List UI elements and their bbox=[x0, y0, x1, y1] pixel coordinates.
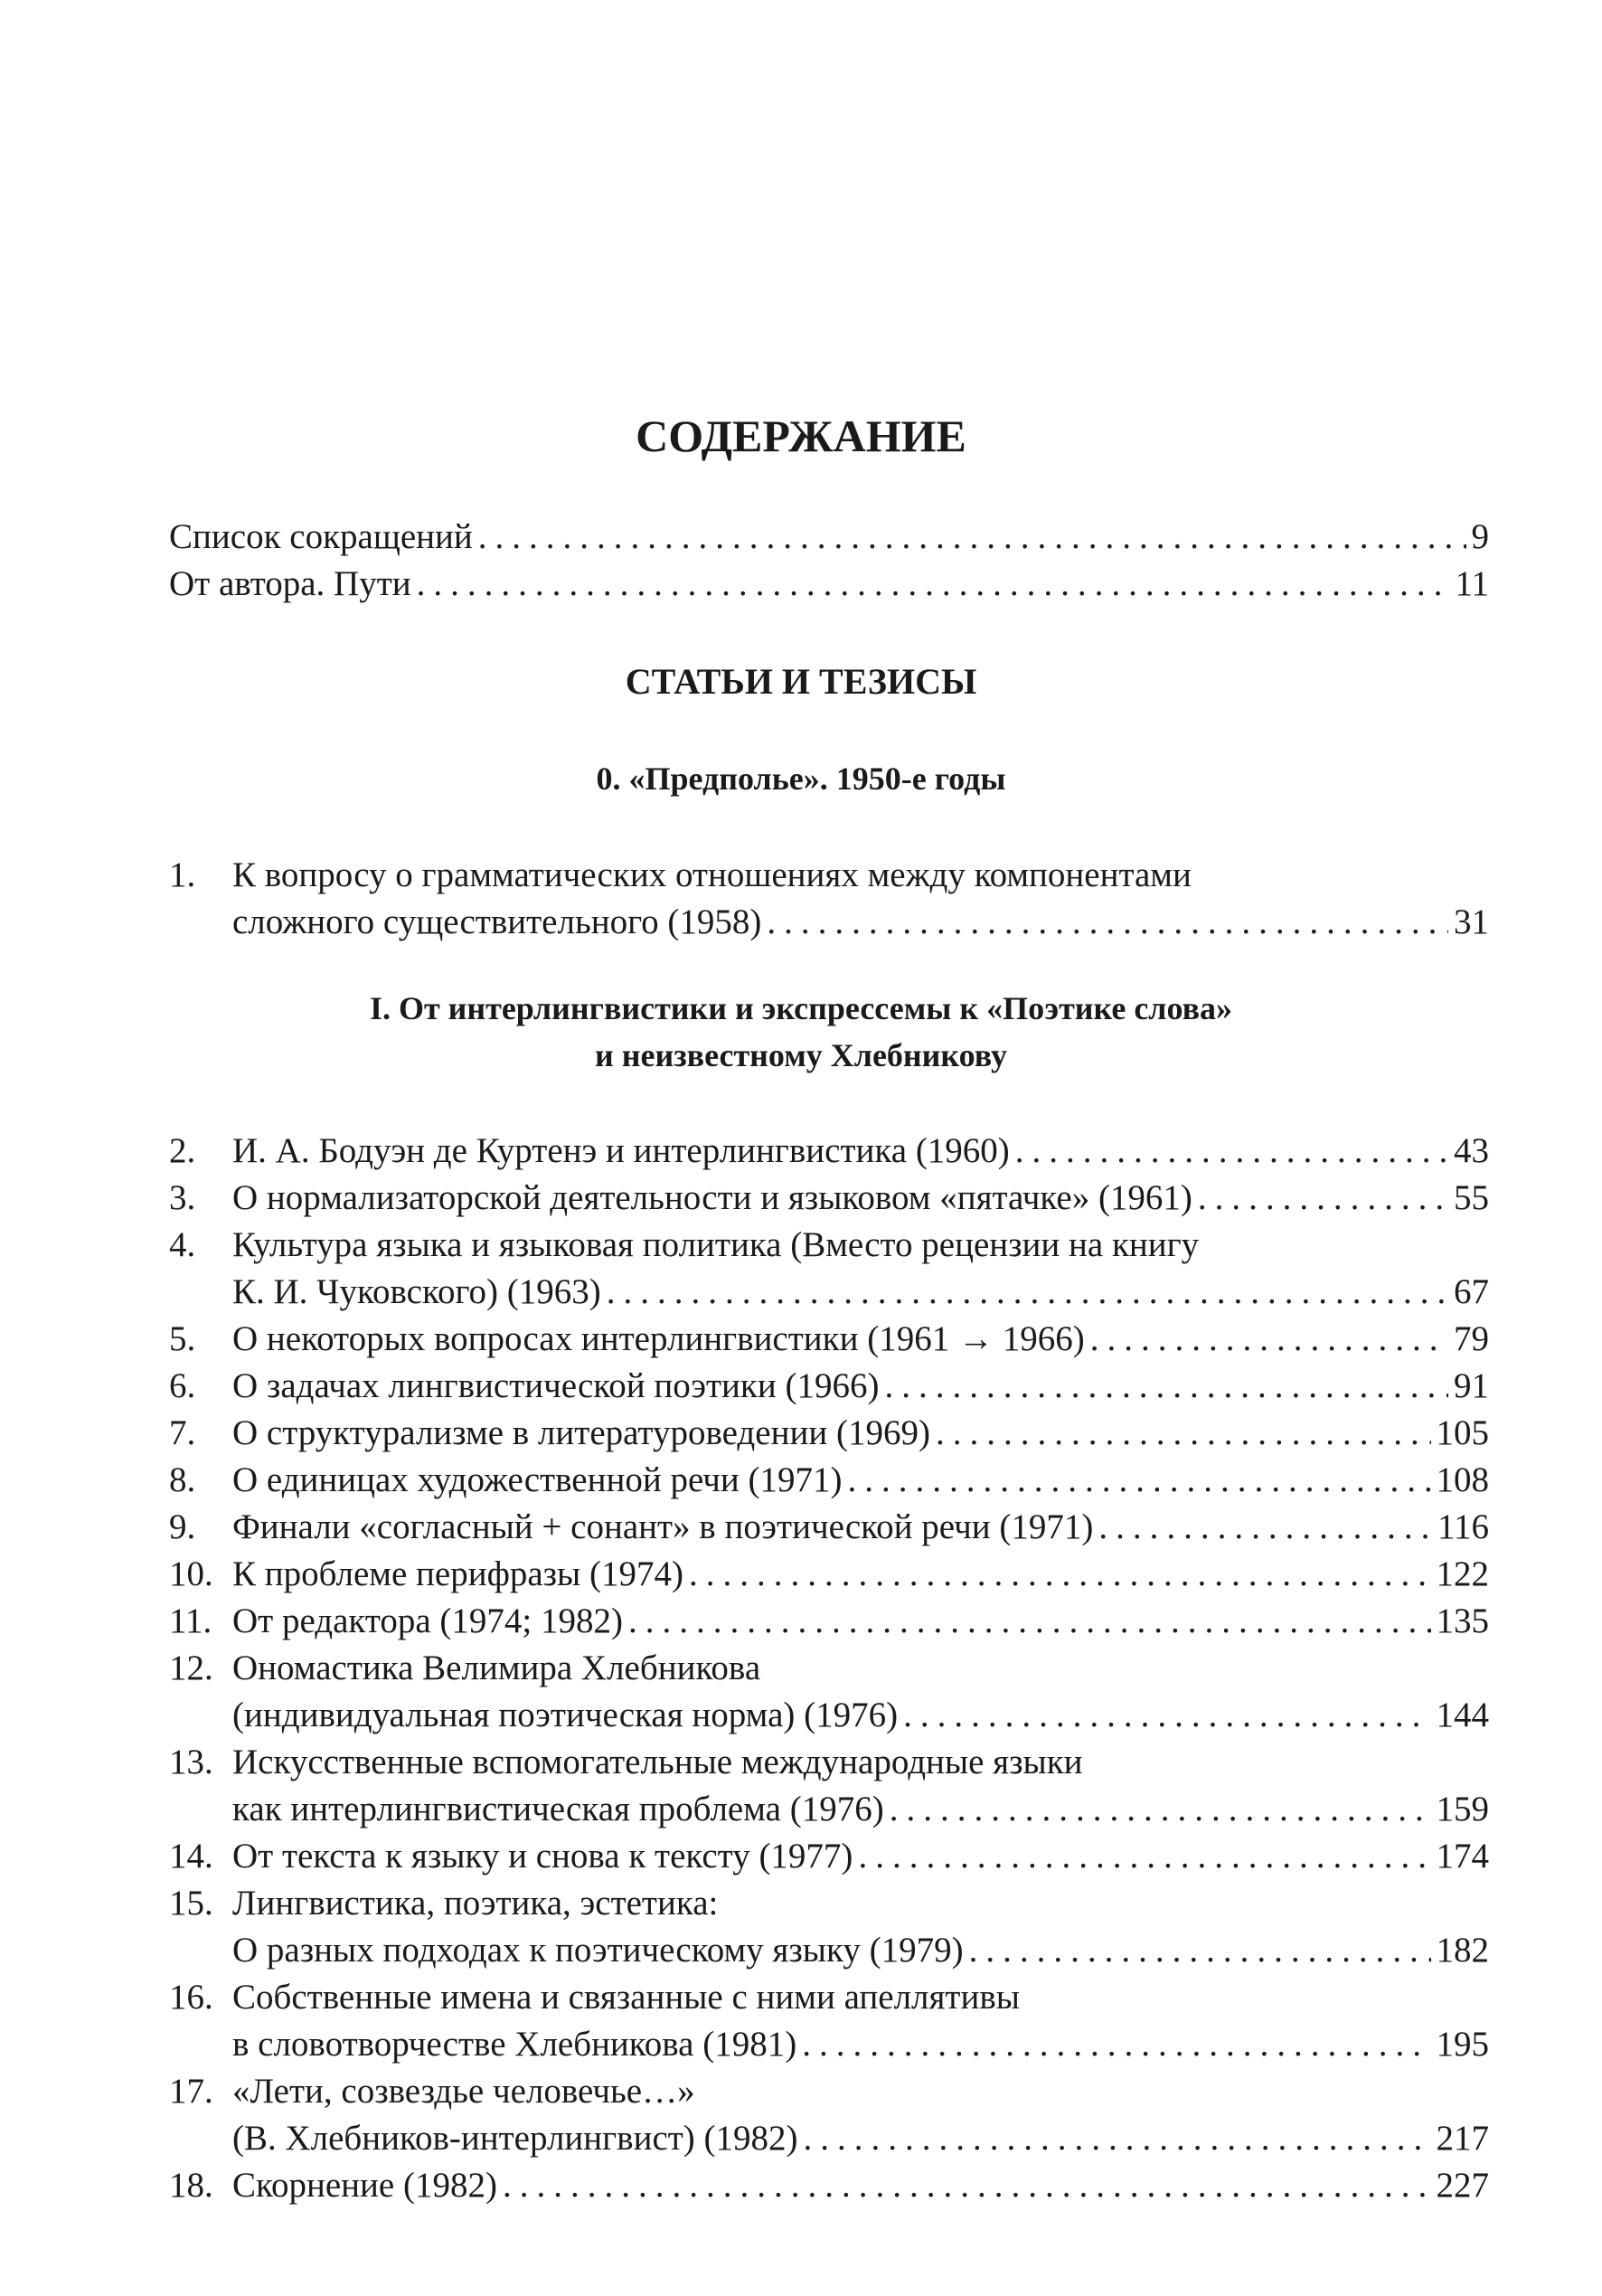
toc-entry-title: От редактора (1974; 1982) bbox=[232, 1602, 623, 1640]
leader-dots bbox=[503, 2162, 1431, 2209]
toc-entry-line bbox=[169, 1457, 1489, 1504]
toc-entry-title: От автора. Пути bbox=[169, 564, 411, 603]
toc-entry-title: И. А. Бодуэн де Куртенэ и интерлингвистика (1960) bbox=[232, 1131, 1010, 1170]
toc-entry-title: О нормализаторской деятельности и языковом «пятачке» (1961) bbox=[232, 1178, 1192, 1217]
toc-entry-page: 9 bbox=[1471, 517, 1489, 556]
toc-entry-title: К. И. Чуковского) (1963) bbox=[232, 1272, 601, 1311]
toc-entry-line bbox=[169, 1410, 1489, 1457]
toc-entry-line bbox=[232, 1927, 1489, 1974]
toc-entry-line bbox=[169, 2068, 1489, 2115]
toc-entry-line bbox=[232, 1692, 1489, 1739]
toc-entry-page: 159 bbox=[1436, 1790, 1489, 1828]
toc-entry-line bbox=[169, 852, 1489, 899]
leader-dots bbox=[1090, 1316, 1448, 1363]
toc-entry-title: Искусственные вспомогательные международные языки bbox=[232, 1743, 1083, 1781]
leader-dots bbox=[1198, 1175, 1448, 1222]
toc-entry-number: 7. bbox=[169, 1413, 196, 1452]
toc-entry-number: 16. bbox=[169, 1978, 213, 2017]
toc-entry-title: Финали «согласный + сонант» в поэтической речи (1971) bbox=[232, 1507, 1094, 1546]
toc-entry-page: 174 bbox=[1436, 1837, 1489, 1876]
toc-entry-number: 18. bbox=[169, 2166, 213, 2205]
toc-entry-title: К вопросу о грамматических отношениях между компонентами bbox=[232, 855, 1192, 894]
toc-entry-line bbox=[169, 1363, 1489, 1410]
toc-entry-page: 67 bbox=[1454, 1272, 1489, 1311]
leader-dots bbox=[478, 514, 1466, 561]
toc-entry-page: 31 bbox=[1454, 902, 1489, 941]
toc-entry-line bbox=[169, 1128, 1489, 1175]
toc-entry-title: Ономастика Велимира Хлебникова bbox=[232, 1649, 761, 1687]
toc-entry-page: 144 bbox=[1436, 1696, 1489, 1734]
leader-dots bbox=[1015, 1128, 1448, 1175]
toc-entry-title: О структурализме в литературоведении (1969) bbox=[232, 1413, 930, 1452]
toc-entry-number: 14. bbox=[169, 1837, 213, 1876]
toc-entry-number: 6. bbox=[169, 1366, 196, 1405]
toc-entry-line bbox=[232, 1786, 1489, 1833]
leader-dots bbox=[1098, 1504, 1432, 1551]
toc-entry-line bbox=[169, 1974, 1489, 2021]
part-title: СТАТЬИ И ТЕЗИСЫ bbox=[625, 661, 977, 702]
toc-entry-line bbox=[232, 1269, 1489, 1316]
toc-entry-line bbox=[169, 1739, 1489, 1786]
toc-entry-title: Культура языка и языковая политика (Вместо рецензии на книгу bbox=[232, 1225, 1200, 1264]
toc-entry-title: Список сокращений bbox=[169, 517, 473, 556]
toc-entry-title: К проблеме перифразы (1974) bbox=[232, 1554, 683, 1593]
toc-entry-page: 43 bbox=[1454, 1131, 1489, 1170]
toc-entry-number: 5. bbox=[169, 1319, 196, 1358]
toc-entry-title: в словотворчестве Хлебникова (1981) bbox=[232, 2025, 797, 2064]
leader-dots bbox=[804, 2115, 1431, 2162]
toc-entry-page: 105 bbox=[1436, 1413, 1489, 1452]
toc-entry-page: 79 bbox=[1454, 1319, 1489, 1358]
toc-entry-line bbox=[169, 1598, 1489, 1645]
toc-entry-number: 9. bbox=[169, 1507, 196, 1546]
toc-entry-number: 2. bbox=[169, 1131, 196, 1170]
leader-dots bbox=[890, 1786, 1431, 1833]
toc-entry-line bbox=[169, 1222, 1489, 1269]
toc-entry-number: 11. bbox=[169, 1602, 212, 1640]
toc-entry-abbreviations bbox=[169, 514, 1489, 561]
toc-entry-page: 108 bbox=[1436, 1460, 1489, 1499]
toc-entry-page: 122 bbox=[1436, 1554, 1489, 1593]
toc-entry-line bbox=[169, 1551, 1489, 1598]
toc-entry-title: (В. Хлебников-интерлингвист) (1982) bbox=[232, 2119, 798, 2158]
toc-entry-number: 15. bbox=[169, 1884, 213, 1923]
toc-entry-line bbox=[232, 899, 1489, 946]
leader-dots bbox=[848, 1457, 1431, 1504]
toc-entry-title: О единицах художественной речи (1971) bbox=[232, 1460, 843, 1499]
leader-dots bbox=[607, 1269, 1448, 1316]
toc-entry-title: сложного существительного (1958) bbox=[232, 902, 762, 941]
toc-entry-line bbox=[169, 2162, 1489, 2209]
leader-dots bbox=[417, 561, 1450, 608]
toc-entry-number: 3. bbox=[169, 1178, 196, 1217]
toc-entry-line bbox=[169, 1175, 1489, 1222]
toc-entry-line bbox=[232, 2115, 1489, 2162]
toc-entry-page: 91 bbox=[1454, 1366, 1489, 1405]
section-title-0: 0. «Предполье». 1950-е годы bbox=[596, 761, 1006, 797]
toc-entry-title: О задачах лингвистической поэтики (1966) bbox=[232, 1366, 880, 1405]
leader-dots bbox=[858, 1833, 1430, 1880]
leader-dots bbox=[903, 1692, 1430, 1739]
toc-entry-number: 4. bbox=[169, 1225, 196, 1264]
toc-entry-page: 217 bbox=[1436, 2119, 1489, 2158]
section-title-1-line-1: I. От интерлингвистики и экспрессемы к «Поэтике слова» bbox=[369, 990, 1233, 1026]
page-title: СОДЕРЖАНИЕ bbox=[636, 411, 966, 461]
toc-entry-title: Скорнение (1982) bbox=[232, 2166, 497, 2205]
toc-entry-title: как интерлингвистическая проблема (1976) bbox=[232, 1790, 884, 1828]
toc-entry-line bbox=[169, 1504, 1489, 1551]
leader-dots bbox=[969, 1927, 1431, 1974]
toc-entry-number: 17. bbox=[169, 2072, 213, 2111]
section-title-1-line-2: и неизвестному Хлебникову bbox=[594, 1037, 1007, 1073]
toc-entry-title: (индивидуальная поэтическая норма) (1976) bbox=[232, 1696, 899, 1734]
leader-dots bbox=[689, 1551, 1431, 1598]
toc-entry-number: 13. bbox=[169, 1743, 213, 1781]
leader-dots bbox=[767, 899, 1448, 946]
toc-entry-line bbox=[169, 1833, 1489, 1880]
leader-dots bbox=[936, 1410, 1431, 1457]
toc-entry-title: «Лети, созвездье человечье…» bbox=[232, 2072, 695, 2111]
toc-entry-number: 12. bbox=[169, 1649, 213, 1687]
leader-dots bbox=[884, 1363, 1448, 1410]
leader-dots bbox=[802, 2021, 1430, 2068]
leader-dots bbox=[628, 1598, 1431, 1645]
toc-entry-page: 135 bbox=[1436, 1602, 1489, 1640]
toc-entry-page: 11 bbox=[1455, 564, 1489, 603]
toc-entry-line bbox=[232, 2021, 1489, 2068]
toc-entry-page: 195 bbox=[1436, 2025, 1489, 2064]
toc-entry-line bbox=[169, 1316, 1489, 1363]
toc-entry-title: О разных подходах к поэтическому языку (1979) bbox=[232, 1931, 964, 1970]
toc-entry-number: 8. bbox=[169, 1460, 196, 1499]
toc-entry-title: Лингвистика, поэтика, эстетика: bbox=[232, 1884, 719, 1923]
toc-entry-page: 116 bbox=[1437, 1507, 1489, 1546]
toc-entry-foreword bbox=[169, 561, 1489, 608]
toc-entry-title: От текста к языку и снова к тексту (1977) bbox=[232, 1837, 853, 1876]
toc-entry-line bbox=[169, 1645, 1489, 1692]
toc-entry-page: 227 bbox=[1436, 2166, 1489, 2205]
toc-entry-page: 55 bbox=[1454, 1178, 1489, 1217]
toc-entry-title: О некоторых вопросах интерлингвистики (1961 → 1966) bbox=[232, 1319, 1085, 1358]
toc-entry-number: 10. bbox=[169, 1554, 213, 1593]
toc-entry-title: Собственные имена и связанные с ними апеллятивы bbox=[232, 1978, 1020, 2017]
toc-entry-line bbox=[169, 1880, 1489, 1927]
toc-entry-number: 1. bbox=[169, 855, 196, 894]
toc-entry-page: 182 bbox=[1436, 1931, 1489, 1970]
